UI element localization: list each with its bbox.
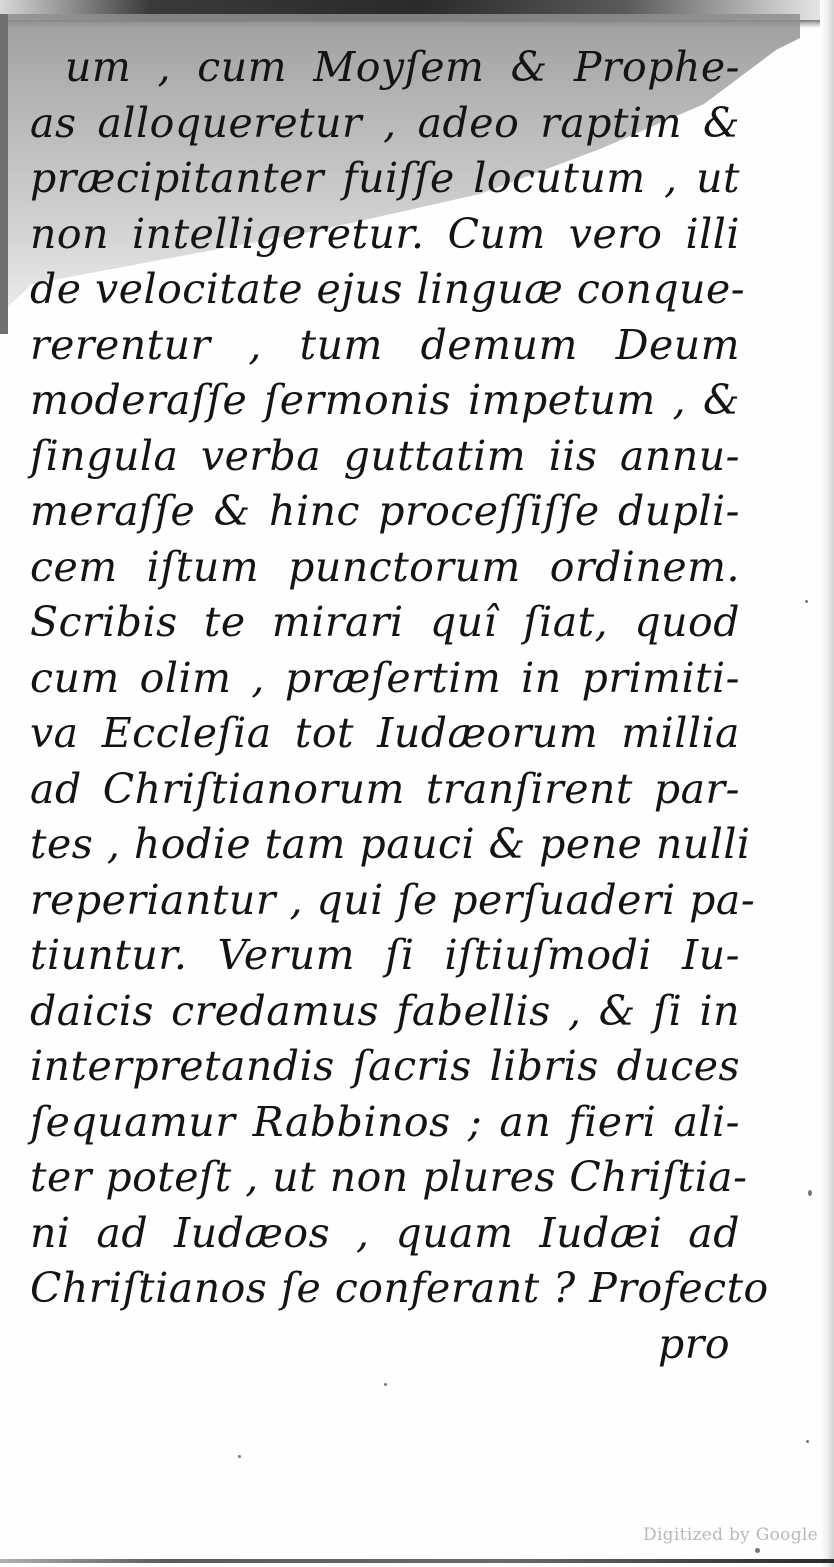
text-line: um , cum Moyſem & Prophe- bbox=[65, 43, 740, 91]
scan-speck bbox=[238, 1455, 241, 1458]
page-right-edge bbox=[820, 0, 834, 1567]
text-line: tiuntur. Verum ſi iſtiuſmodi Iu- bbox=[30, 931, 740, 979]
scan-speck bbox=[755, 1548, 760, 1553]
scan-speck bbox=[384, 1383, 387, 1386]
text-line: daicis credamus fabellis , & ſi in bbox=[30, 986, 740, 1035]
text-line: ſingula verba guttatim iis annu- bbox=[30, 431, 740, 480]
text-line: ni ad Iudæos , quam Iudæi ad bbox=[30, 1208, 740, 1257]
scan-speck bbox=[808, 1190, 812, 1196]
text-line: va Eccleſia tot Iudæorum millia bbox=[30, 709, 740, 757]
text-line: moderaſſe ſermonis impetum , & bbox=[30, 376, 740, 424]
text-line: ſequamur Rabbinos ; an fieri ali- bbox=[30, 1097, 740, 1146]
catchword: pro bbox=[657, 1319, 730, 1368]
digitized-watermark: Digitized by Google bbox=[643, 1525, 818, 1545]
text-line: reperiantur , qui ſe perſuaderi pa- bbox=[30, 875, 756, 924]
text-line: cum olim , præſertim in primiti- bbox=[30, 653, 740, 702]
text-line: tes , hodie tam pauci & pene nulli bbox=[30, 820, 751, 868]
text-line: non intelligeretur. Cum vero illi bbox=[30, 209, 740, 258]
scan-speck bbox=[806, 1440, 809, 1443]
text-line: meraſſe & hinc proceſſiſſe dupli- bbox=[30, 487, 740, 535]
text-line: Scribis te mirari quî ſiat, quod bbox=[30, 598, 740, 646]
text-line: de velocitate ejus linguæ conque- bbox=[30, 265, 746, 313]
left-shadow-edge bbox=[0, 14, 8, 334]
scan-speck bbox=[805, 600, 808, 603]
body-text bbox=[30, 40, 769, 1372]
text-line: interpretandis ſacris libris duces bbox=[30, 1042, 740, 1090]
text-line: rerentur , tum demum Deum bbox=[30, 320, 740, 369]
text-line: as alloqueretur , adeo raptim & bbox=[30, 98, 740, 147]
text-line: Chriſtianos ſe conferant ? Profecto bbox=[30, 1264, 769, 1312]
text-line: præcipitanter fuiſſe locutum , ut bbox=[30, 154, 740, 202]
bottom-edge bbox=[0, 1559, 834, 1563]
text-line: ter poteſt , ut non plures Chriſtia- bbox=[30, 1153, 748, 1201]
text-line: cem iſtum punctorum ordinem. bbox=[30, 542, 740, 591]
text-line: ad Chriſtianorum tranſirent par- bbox=[30, 764, 740, 813]
